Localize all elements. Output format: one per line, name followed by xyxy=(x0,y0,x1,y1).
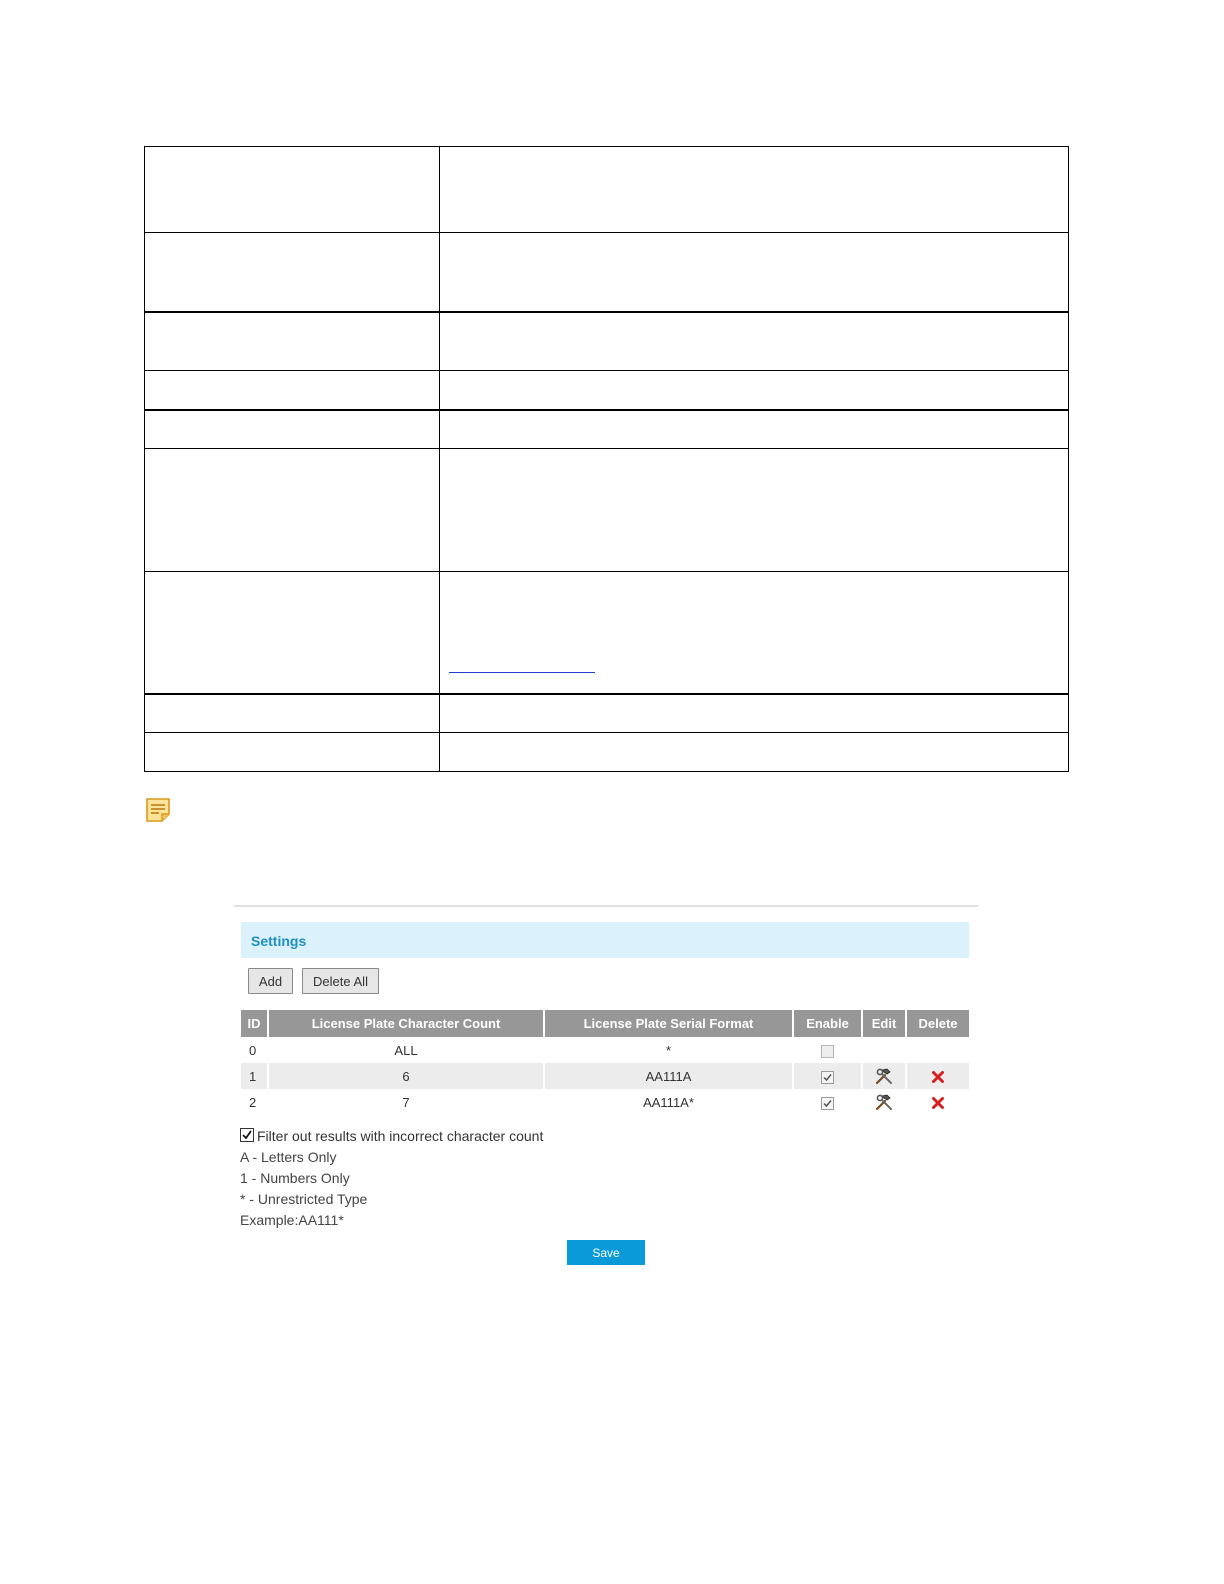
enable-checkbox[interactable] xyxy=(821,1097,834,1110)
row-edit-cell xyxy=(862,1063,906,1089)
row-delete-cell xyxy=(906,1037,969,1063)
checkmark-icon xyxy=(241,1129,253,1141)
row-character-count: 7 xyxy=(268,1089,544,1115)
table-cell xyxy=(440,733,1069,772)
license-plate-table xyxy=(241,1010,969,1115)
column-header-serial-format: License Plate Serial Format xyxy=(544,1010,793,1037)
table-row xyxy=(241,1063,969,1089)
row-enable-cell xyxy=(793,1089,862,1115)
table-cell xyxy=(145,312,440,371)
column-header-character-count: License Plate Character Count xyxy=(268,1010,544,1037)
table-cell xyxy=(145,410,440,449)
delete-x-icon[interactable] xyxy=(931,1070,945,1084)
legend-unrestricted: * - Unrestricted Type xyxy=(240,1191,368,1207)
row-serial-format: AA111A xyxy=(544,1063,793,1089)
legend-letters: A - Letters Only xyxy=(240,1149,337,1165)
column-header-edit: Edit xyxy=(862,1010,906,1037)
settings-header xyxy=(241,922,969,958)
legend-example: Example:AA111* xyxy=(240,1212,344,1228)
table-cell xyxy=(440,694,1069,733)
hammer-wrench-icon[interactable] xyxy=(875,1067,893,1085)
filter-option xyxy=(240,1128,543,1144)
row-character-count: 6 xyxy=(268,1063,544,1089)
table-cell xyxy=(145,147,440,233)
row-id: 1 xyxy=(241,1063,268,1089)
table-cell xyxy=(440,233,1069,312)
hyperlink-underline[interactable] xyxy=(449,672,595,673)
table-row xyxy=(241,1037,969,1063)
filter-label: Filter out results with incorrect character count xyxy=(257,1128,544,1144)
column-header-id: ID xyxy=(241,1010,268,1037)
enable-checkbox[interactable] xyxy=(821,1071,834,1084)
table-cell xyxy=(145,371,440,410)
table-cell xyxy=(145,694,440,733)
note-icon xyxy=(145,797,171,823)
checkmark-icon xyxy=(822,1098,833,1109)
table-row xyxy=(241,1089,969,1115)
row-id: 2 xyxy=(241,1089,268,1115)
hammer-wrench-icon[interactable] xyxy=(875,1093,893,1111)
settings-title: Settings xyxy=(251,933,307,949)
row-serial-format: * xyxy=(544,1037,793,1063)
divider xyxy=(234,905,978,907)
row-character-count: ALL xyxy=(268,1037,544,1063)
table-cell xyxy=(145,733,440,772)
column-header-enable: Enable xyxy=(793,1010,862,1037)
row-edit-cell xyxy=(862,1089,906,1115)
description-table xyxy=(144,146,1069,772)
table-cell xyxy=(145,572,440,694)
row-delete-cell xyxy=(906,1063,969,1089)
delete-all-button[interactable]: Delete All xyxy=(302,968,379,994)
row-serial-format: AA111A* xyxy=(544,1089,793,1115)
table-cell xyxy=(440,449,1069,572)
table-cell xyxy=(440,572,1069,694)
row-edit-cell xyxy=(862,1037,906,1063)
row-enable-cell xyxy=(793,1063,862,1089)
filter-checkbox[interactable] xyxy=(240,1128,254,1142)
add-button[interactable]: Add xyxy=(248,968,293,994)
legend-numbers: 1 - Numbers Only xyxy=(240,1170,350,1186)
table-cell xyxy=(145,449,440,572)
row-id: 0 xyxy=(241,1037,268,1063)
save-button[interactable]: Save xyxy=(567,1240,645,1265)
table-cell xyxy=(440,147,1069,233)
enable-checkbox[interactable] xyxy=(821,1045,834,1058)
table-cell xyxy=(145,233,440,312)
table-cell xyxy=(440,371,1069,410)
table-cell xyxy=(440,410,1069,449)
row-delete-cell xyxy=(906,1089,969,1115)
column-header-delete: Delete xyxy=(906,1010,969,1037)
checkmark-icon xyxy=(822,1072,833,1083)
delete-x-icon[interactable] xyxy=(931,1096,945,1110)
row-enable-cell xyxy=(793,1037,862,1063)
table-header-row xyxy=(241,1010,969,1037)
table-cell xyxy=(440,312,1069,371)
